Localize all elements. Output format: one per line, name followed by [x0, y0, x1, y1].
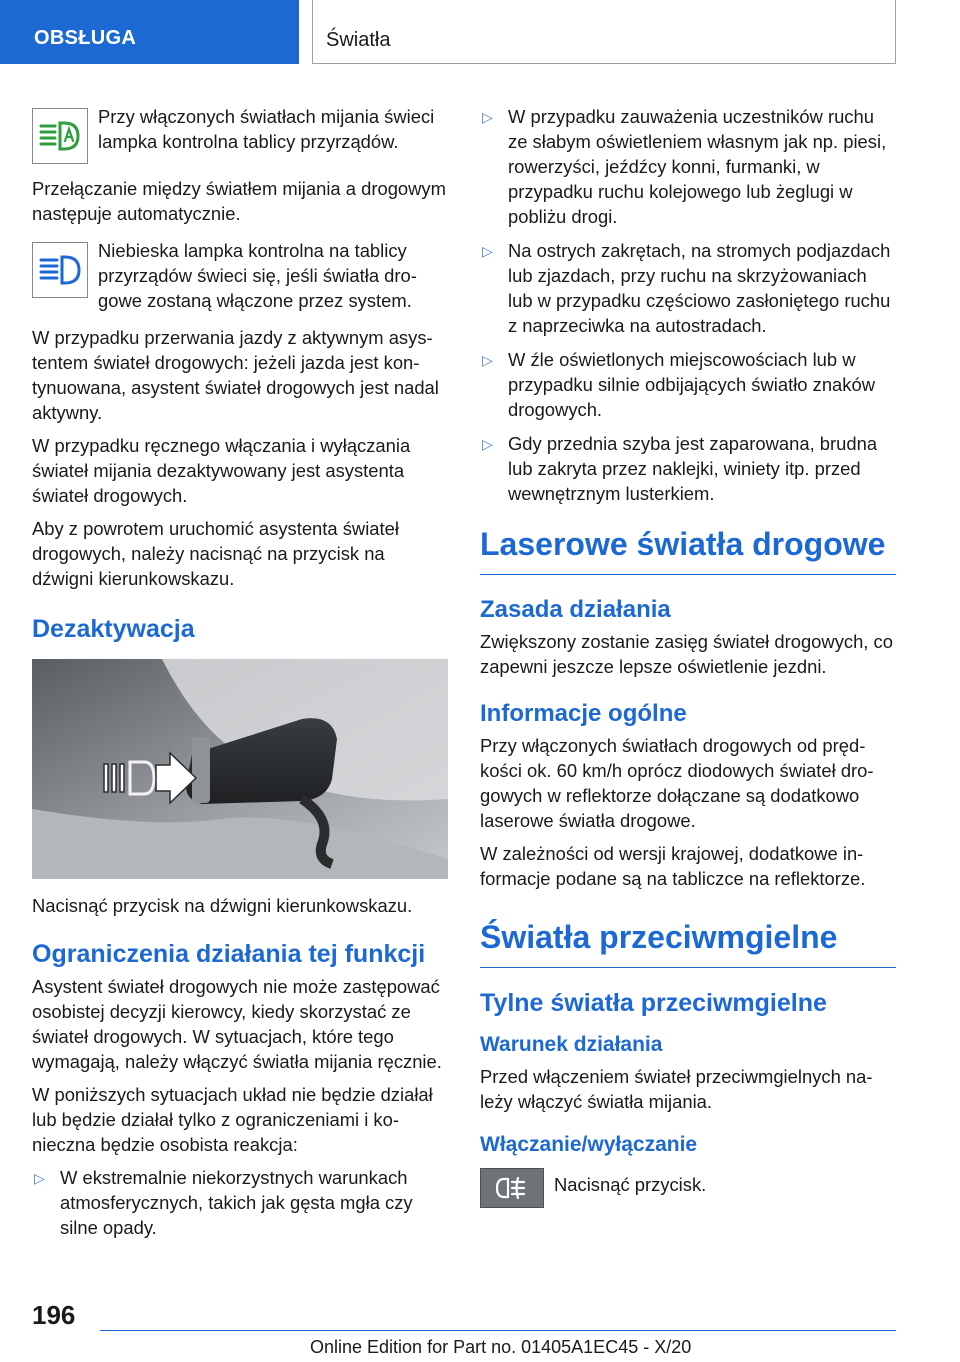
high-beam-indicator-note	[32, 238, 448, 313]
heading-deactivation: Dezaktywacja	[32, 615, 195, 643]
paragraph: Przed włączeniem świateł przeciwmgielnych należy włączyć światła mijania.	[480, 1066, 873, 1112]
footer-rule	[100, 1330, 896, 1331]
list-item: ▷ W przypadku zauważenia uczestników ruchu ze słabym oświetleniem własnym jak np. piesi, rowerzyści, jeźdźcy konni, furmanki, w przypadku ruchu kolejowego lub żeglugi w pobliżu drogi.	[482, 106, 887, 227]
heading-laser-high-beam: Laserowe światła drogowe	[480, 524, 896, 575]
edition-note: Online Edition for Part no. 01405A1EC45 - X/20	[310, 1337, 692, 1357]
low-beam-indicator-note	[32, 104, 448, 164]
header-rule	[312, 63, 896, 64]
heading-rear-fog-lights: Tylne światła przeciwmgielne	[480, 989, 827, 1017]
paragraph: Przełączanie między światłem mijania a drogowym następuje automatycznie.	[32, 178, 446, 224]
right-column	[480, 104, 896, 1208]
paragraph: Asystent świateł drogowych nie może zastępować osobistej decyzji kierowcy, kiedy skorzystać ze świateł drogowych. W sytuacjach, które tego wymagają, należy włączyć światła mijania ręcznie.	[32, 976, 442, 1072]
triangle-bullet-icon: ▷	[482, 109, 493, 125]
high-beam-indicator-icon	[32, 242, 88, 298]
limitations-list	[32, 1165, 448, 1240]
heading-fog-lights: Światła przeciwmgielne	[480, 917, 896, 968]
paragraph: Zwiększony zostanie zasięg świateł drogowych, co zapewni jeszcze lepsze oświetlenie jezdni.	[480, 631, 893, 677]
header-divider	[312, 0, 313, 64]
header-rule-end	[895, 0, 896, 64]
rear-fog-light-button[interactable]	[480, 1168, 544, 1208]
paragraph: W poniższych sytuacjach układ nie będzie działał lub będzie działał tylko z ograniczeniami i konieczna będzie osobista reakcja:	[32, 1084, 433, 1155]
page-title: Światła	[326, 29, 391, 51]
list-item: ▷ W źle oświetlonych miejscowościach lub w przypadku silnie odbijających światło znaków drogowych.	[482, 349, 875, 420]
heading-limitations: Ograniczenia działania tej funkcji	[32, 940, 426, 968]
heading-switching: Włączanie/wyłączanie	[480, 1133, 698, 1156]
triangle-bullet-icon: ▷	[482, 352, 493, 368]
figure-caption: Nacisnąć przycisk na dźwigni kierunkowskazu.	[32, 895, 413, 916]
heading-condition: Warunek działania	[480, 1033, 663, 1056]
list-item: ▷ Gdy przednia szyba jest zaparowana, brudna lub zakryta przez naklejki, winiety itp. przed wewnętrznym lusterkiem.	[482, 433, 878, 504]
heading-general-info: Informacje ogólne	[480, 700, 687, 727]
paragraph: Przy włączonych światłach mijania świeci lampka kontrolna tablicy przyrządów.	[98, 106, 435, 152]
turn-signal-lever-figure	[32, 659, 448, 879]
assist-indicator-icon	[32, 108, 88, 164]
paragraph: Niebieska lampka kontrolna na tablicy przyrządów świeci się, jeśli światła drogowe zostaną włączone przez system.	[98, 240, 417, 311]
paragraph: W zależności od wersji krajowej, dodatkowe informacje podane są na tabliczce na reflektorze.	[480, 843, 866, 889]
paragraph: W przypadku przerwania jazdy z aktywnym asystentem świateł drogowych: jeżeli jazda jest kontynuowana, asystent świateł drogowych jest nadal aktywny.	[32, 327, 439, 423]
list-item: ▷ Na ostrych zakrętach, na stromych podjazdach lub zjazdach, przy ruchu na skrzyżowaniach lub w przypadku częściowo zasłoniętego ruchu z naprzeciwka na autostradach.	[482, 240, 891, 336]
page-number: 196	[32, 1300, 76, 1330]
triangle-bullet-icon: ▷	[482, 243, 493, 259]
triangle-bullet-icon: ▷	[482, 436, 493, 452]
paragraph: Aby z powrotem uruchomić asystenta świateł drogowych, należy nacisnąć na przycisk na dźwigni kierunkowskazu.	[32, 518, 399, 589]
paragraph: Przy włączonych światłach drogowych od prędkości ok. 60 km/h oprócz diodowych świateł drogowych w reflektorze dołączane są dodatkowo laserowe światła drogowe.	[480, 735, 874, 831]
heading-principle: Zasada działania	[480, 596, 671, 623]
paragraph: Nacisnąć przycisk.	[554, 1174, 707, 1195]
paragraph: W przypadku ręcznego włączania i wyłączania świateł mijania dezaktywowany jest asystenta świateł drogowych.	[32, 435, 411, 506]
rear-fog-light-icon	[494, 1175, 530, 1201]
left-column	[32, 104, 448, 1249]
triangle-bullet-icon: ▷	[34, 1170, 45, 1186]
fog-button-note	[480, 1168, 896, 1208]
list-item: ▷ W ekstremalnie niekorzystnych warunkach atmosferycznych, takich jak gęsta mgła czy silne opady.	[34, 1167, 413, 1238]
section-label: OBSŁUGA	[34, 27, 137, 49]
limitations-list-continued	[480, 104, 896, 506]
